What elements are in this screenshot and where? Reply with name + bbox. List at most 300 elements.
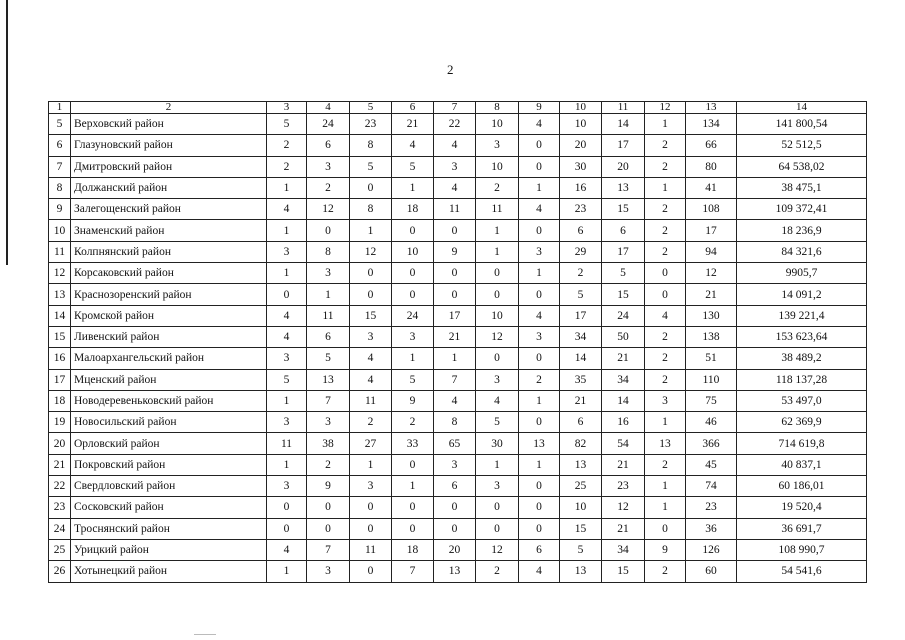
value-cell: 0 xyxy=(267,497,307,518)
value-cell: 366 xyxy=(686,433,737,454)
row-number-cell: 16 xyxy=(49,348,71,369)
value-cell: 0 xyxy=(307,518,350,539)
value-cell: 2 xyxy=(645,561,686,582)
district-name-cell: Ливенский район xyxy=(71,326,267,347)
value-cell: 1 xyxy=(392,177,434,198)
district-name-cell: Троснянский район xyxy=(71,518,267,539)
district-name-cell: Дмитровский район xyxy=(71,156,267,177)
value-cell: 110 xyxy=(686,369,737,390)
margin-line xyxy=(6,0,8,265)
value-cell: 24 xyxy=(392,305,434,326)
value-cell: 84 321,6 xyxy=(737,241,867,262)
value-cell: 8 xyxy=(350,135,392,156)
table-row xyxy=(49,348,867,369)
value-cell: 23 xyxy=(560,199,602,220)
column-header-8: 8 xyxy=(476,102,519,114)
value-cell: 21 xyxy=(560,390,602,411)
value-cell: 2 xyxy=(645,348,686,369)
value-cell: 1 xyxy=(267,454,307,475)
table-row xyxy=(49,412,867,433)
value-cell: 0 xyxy=(350,497,392,518)
table-row xyxy=(49,518,867,539)
value-cell: 3 xyxy=(519,241,560,262)
value-cell: 3 xyxy=(476,369,519,390)
value-cell: 27 xyxy=(350,433,392,454)
value-cell: 4 xyxy=(350,369,392,390)
value-cell: 2 xyxy=(645,454,686,475)
district-name-cell: Свердловский район xyxy=(71,476,267,497)
value-cell: 2 xyxy=(307,177,350,198)
value-cell: 8 xyxy=(434,412,476,433)
value-cell: 4 xyxy=(267,539,307,560)
district-name-cell: Кромской район xyxy=(71,305,267,326)
value-cell: 3 xyxy=(307,412,350,433)
value-cell: 139 221,4 xyxy=(737,305,867,326)
row-number-cell: 24 xyxy=(49,518,71,539)
value-cell: 4 xyxy=(350,348,392,369)
district-name-cell: Колпнянский район xyxy=(71,241,267,262)
table-row xyxy=(49,135,867,156)
column-header-13: 13 xyxy=(686,102,737,114)
column-header-12: 12 xyxy=(645,102,686,114)
table-row xyxy=(49,199,867,220)
value-cell: 38 489,2 xyxy=(737,348,867,369)
value-cell: 11 xyxy=(267,433,307,454)
value-cell: 4 xyxy=(434,135,476,156)
value-cell: 7 xyxy=(392,561,434,582)
value-cell: 15 xyxy=(560,518,602,539)
value-cell: 7 xyxy=(434,369,476,390)
value-cell: 0 xyxy=(392,263,434,284)
district-name-cell: Мценский район xyxy=(71,369,267,390)
value-cell: 34 xyxy=(560,326,602,347)
value-cell: 33 xyxy=(392,433,434,454)
value-cell: 34 xyxy=(602,369,645,390)
value-cell: 2 xyxy=(645,241,686,262)
value-cell: 1 xyxy=(392,348,434,369)
district-name-cell: Новосильский район xyxy=(71,412,267,433)
district-name-cell: Знаменский район xyxy=(71,220,267,241)
value-cell: 13 xyxy=(602,177,645,198)
value-cell: 8 xyxy=(350,199,392,220)
value-cell: 1 xyxy=(267,561,307,582)
district-name-cell: Хотынецкий район xyxy=(71,561,267,582)
value-cell: 62 369,9 xyxy=(737,412,867,433)
value-cell: 2 xyxy=(476,561,519,582)
row-number-cell: 15 xyxy=(49,326,71,347)
value-cell: 0 xyxy=(350,561,392,582)
value-cell: 0 xyxy=(645,518,686,539)
value-cell: 3 xyxy=(350,476,392,497)
value-cell: 12 xyxy=(307,199,350,220)
column-header-row xyxy=(49,102,867,114)
value-cell: 17 xyxy=(602,135,645,156)
value-cell: 20 xyxy=(434,539,476,560)
value-cell: 0 xyxy=(519,284,560,305)
table-row xyxy=(49,539,867,560)
row-number-cell: 12 xyxy=(49,263,71,284)
value-cell: 5 xyxy=(267,114,307,135)
value-cell: 50 xyxy=(602,326,645,347)
value-cell: 0 xyxy=(392,518,434,539)
value-cell: 24 xyxy=(602,305,645,326)
value-cell: 10 xyxy=(560,114,602,135)
value-cell: 11 xyxy=(350,390,392,411)
page-number: 2 xyxy=(447,62,454,77)
value-cell: 82 xyxy=(560,433,602,454)
value-cell: 2 xyxy=(645,326,686,347)
value-cell: 0 xyxy=(350,518,392,539)
value-cell: 45 xyxy=(686,454,737,475)
row-number-cell: 5 xyxy=(49,114,71,135)
value-cell: 0 xyxy=(350,263,392,284)
value-cell: 108 xyxy=(686,199,737,220)
value-cell: 4 xyxy=(267,199,307,220)
value-cell: 18 236,9 xyxy=(737,220,867,241)
table-row xyxy=(49,114,867,135)
value-cell: 15 xyxy=(602,199,645,220)
value-cell: 18 xyxy=(392,539,434,560)
value-cell: 1 xyxy=(350,220,392,241)
district-table xyxy=(48,101,867,583)
value-cell: 0 xyxy=(307,497,350,518)
value-cell: 21 xyxy=(686,284,737,305)
value-cell: 5 xyxy=(307,348,350,369)
value-cell: 11 xyxy=(350,539,392,560)
value-cell: 46 xyxy=(686,412,737,433)
table-row xyxy=(49,454,867,475)
district-name-cell: Залегощенский район xyxy=(71,199,267,220)
value-cell: 18 xyxy=(392,199,434,220)
value-cell: 1 xyxy=(519,390,560,411)
value-cell: 12 xyxy=(602,497,645,518)
value-cell: 2 xyxy=(392,412,434,433)
table-row xyxy=(49,220,867,241)
value-cell: 21 xyxy=(602,454,645,475)
value-cell: 3 xyxy=(476,135,519,156)
value-cell: 130 xyxy=(686,305,737,326)
value-cell: 6 xyxy=(560,220,602,241)
value-cell: 4 xyxy=(645,305,686,326)
value-cell: 153 623,64 xyxy=(737,326,867,347)
value-cell: 2 xyxy=(350,412,392,433)
value-cell: 1 xyxy=(350,454,392,475)
value-cell: 14 xyxy=(602,390,645,411)
table-row xyxy=(49,326,867,347)
value-cell: 74 xyxy=(686,476,737,497)
district-name-cell: Верховский район xyxy=(71,114,267,135)
value-cell: 1 xyxy=(519,177,560,198)
value-cell: 54 xyxy=(602,433,645,454)
value-cell: 10 xyxy=(476,305,519,326)
value-cell: 4 xyxy=(519,199,560,220)
table-row xyxy=(49,284,867,305)
value-cell: 0 xyxy=(434,284,476,305)
value-cell: 0 xyxy=(519,412,560,433)
value-cell: 13 xyxy=(307,369,350,390)
value-cell: 0 xyxy=(519,518,560,539)
row-number-cell: 13 xyxy=(49,284,71,305)
row-number-cell: 10 xyxy=(49,220,71,241)
value-cell: 51 xyxy=(686,348,737,369)
value-cell: 1 xyxy=(267,177,307,198)
value-cell: 3 xyxy=(267,476,307,497)
district-name-cell: Корсаковский район xyxy=(71,263,267,284)
district-name-cell: Малоархангельский район xyxy=(71,348,267,369)
value-cell: 9 xyxy=(434,241,476,262)
value-cell: 1 xyxy=(645,177,686,198)
value-cell: 3 xyxy=(307,156,350,177)
value-cell: 0 xyxy=(519,220,560,241)
value-cell: 5 xyxy=(392,156,434,177)
value-cell: 6 xyxy=(434,476,476,497)
value-cell: 714 619,8 xyxy=(737,433,867,454)
value-cell: 16 xyxy=(560,177,602,198)
value-cell: 0 xyxy=(519,135,560,156)
value-cell: 0 xyxy=(476,518,519,539)
value-cell: 1 xyxy=(476,241,519,262)
value-cell: 0 xyxy=(476,348,519,369)
column-header-10: 10 xyxy=(560,102,602,114)
value-cell: 5 xyxy=(560,539,602,560)
value-cell: 4 xyxy=(519,114,560,135)
value-cell: 1 xyxy=(519,454,560,475)
value-cell: 94 xyxy=(686,241,737,262)
value-cell: 6 xyxy=(307,326,350,347)
value-cell: 13 xyxy=(645,433,686,454)
value-cell: 4 xyxy=(267,326,307,347)
value-cell: 5 xyxy=(392,369,434,390)
value-cell: 75 xyxy=(686,390,737,411)
value-cell: 1 xyxy=(267,263,307,284)
value-cell: 1 xyxy=(434,348,476,369)
value-cell: 21 xyxy=(602,348,645,369)
value-cell: 118 137,28 xyxy=(737,369,867,390)
row-number-cell: 19 xyxy=(49,412,71,433)
value-cell: 16 xyxy=(602,412,645,433)
value-cell: 0 xyxy=(645,284,686,305)
value-cell: 13 xyxy=(519,433,560,454)
value-cell: 53 497,0 xyxy=(737,390,867,411)
value-cell: 52 512,5 xyxy=(737,135,867,156)
value-cell: 24 xyxy=(307,114,350,135)
value-cell: 10 xyxy=(476,114,519,135)
value-cell: 0 xyxy=(519,156,560,177)
value-cell: 23 xyxy=(350,114,392,135)
value-cell: 30 xyxy=(476,433,519,454)
value-cell: 6 xyxy=(519,539,560,560)
district-name-cell: Глазуновский район xyxy=(71,135,267,156)
value-cell: 12 xyxy=(476,539,519,560)
table-row xyxy=(49,390,867,411)
table-row xyxy=(49,156,867,177)
value-cell: 0 xyxy=(350,177,392,198)
value-cell: 4 xyxy=(519,561,560,582)
value-cell: 19 520,4 xyxy=(737,497,867,518)
value-cell: 12 xyxy=(476,326,519,347)
column-header-7: 7 xyxy=(434,102,476,114)
value-cell: 109 372,41 xyxy=(737,199,867,220)
value-cell: 0 xyxy=(476,497,519,518)
value-cell: 3 xyxy=(307,561,350,582)
district-name-cell: Новодеревеньковский район xyxy=(71,390,267,411)
value-cell: 5 xyxy=(602,263,645,284)
value-cell: 2 xyxy=(645,135,686,156)
row-number-cell: 11 xyxy=(49,241,71,262)
table-row xyxy=(49,476,867,497)
value-cell: 3 xyxy=(434,454,476,475)
value-cell: 0 xyxy=(645,263,686,284)
value-cell: 30 xyxy=(560,156,602,177)
value-cell: 0 xyxy=(434,263,476,284)
value-cell: 36 691,7 xyxy=(737,518,867,539)
value-cell: 8 xyxy=(307,241,350,262)
value-cell: 0 xyxy=(392,284,434,305)
value-cell: 0 xyxy=(267,518,307,539)
table-row xyxy=(49,241,867,262)
value-cell: 29 xyxy=(560,241,602,262)
table-row xyxy=(49,561,867,582)
value-cell: 3 xyxy=(392,326,434,347)
row-number-cell: 22 xyxy=(49,476,71,497)
value-cell: 3 xyxy=(645,390,686,411)
value-cell: 0 xyxy=(267,284,307,305)
value-cell: 20 xyxy=(560,135,602,156)
value-cell: 64 538,02 xyxy=(737,156,867,177)
column-header-6: 6 xyxy=(392,102,434,114)
value-cell: 25 xyxy=(560,476,602,497)
value-cell: 80 xyxy=(686,156,737,177)
value-cell: 6 xyxy=(560,412,602,433)
value-cell: 0 xyxy=(392,220,434,241)
value-cell: 126 xyxy=(686,539,737,560)
value-cell: 17 xyxy=(602,241,645,262)
district-name-cell: Покровский район xyxy=(71,454,267,475)
value-cell: 141 800,54 xyxy=(737,114,867,135)
value-cell: 0 xyxy=(392,454,434,475)
value-cell: 12 xyxy=(350,241,392,262)
value-cell: 4 xyxy=(267,305,307,326)
value-cell: 1 xyxy=(307,284,350,305)
value-cell: 21 xyxy=(392,114,434,135)
value-cell: 35 xyxy=(560,369,602,390)
table-row xyxy=(49,433,867,454)
value-cell: 1 xyxy=(267,390,307,411)
value-cell: 1 xyxy=(645,412,686,433)
value-cell: 21 xyxy=(434,326,476,347)
value-cell: 36 xyxy=(686,518,737,539)
table-row xyxy=(49,305,867,326)
value-cell: 9905,7 xyxy=(737,263,867,284)
column-header-2: 2 xyxy=(71,102,267,114)
value-cell: 65 xyxy=(434,433,476,454)
value-cell: 2 xyxy=(476,177,519,198)
value-cell: 14 xyxy=(560,348,602,369)
value-cell: 0 xyxy=(434,518,476,539)
value-cell: 2 xyxy=(645,156,686,177)
value-cell: 0 xyxy=(476,263,519,284)
value-cell: 38 xyxy=(307,433,350,454)
row-number-cell: 6 xyxy=(49,135,71,156)
value-cell: 3 xyxy=(434,156,476,177)
value-cell: 40 837,1 xyxy=(737,454,867,475)
table-row xyxy=(49,263,867,284)
value-cell: 5 xyxy=(476,412,519,433)
value-cell: 15 xyxy=(350,305,392,326)
value-cell: 22 xyxy=(434,114,476,135)
district-name-cell: Урицкий район xyxy=(71,539,267,560)
value-cell: 0 xyxy=(350,284,392,305)
value-cell: 4 xyxy=(519,305,560,326)
value-cell: 17 xyxy=(686,220,737,241)
value-cell: 15 xyxy=(602,284,645,305)
value-cell: 17 xyxy=(560,305,602,326)
value-cell: 1 xyxy=(519,263,560,284)
row-number-cell: 18 xyxy=(49,390,71,411)
value-cell: 9 xyxy=(392,390,434,411)
value-cell: 0 xyxy=(519,476,560,497)
value-cell: 0 xyxy=(434,220,476,241)
column-header-3: 3 xyxy=(267,102,307,114)
value-cell: 10 xyxy=(392,241,434,262)
value-cell: 12 xyxy=(686,263,737,284)
value-cell: 4 xyxy=(434,390,476,411)
table-row xyxy=(49,177,867,198)
value-cell: 108 990,7 xyxy=(737,539,867,560)
row-number-cell: 26 xyxy=(49,561,71,582)
value-cell: 5 xyxy=(267,369,307,390)
value-cell: 34 xyxy=(602,539,645,560)
value-cell: 13 xyxy=(434,561,476,582)
value-cell: 10 xyxy=(476,156,519,177)
row-number-cell: 25 xyxy=(49,539,71,560)
value-cell: 134 xyxy=(686,114,737,135)
value-cell: 5 xyxy=(560,284,602,305)
value-cell: 11 xyxy=(307,305,350,326)
value-cell: 0 xyxy=(434,497,476,518)
value-cell: 60 xyxy=(686,561,737,582)
column-header-11: 11 xyxy=(602,102,645,114)
column-header-14: 14 xyxy=(737,102,867,114)
value-cell: 10 xyxy=(560,497,602,518)
value-cell: 2 xyxy=(267,156,307,177)
table-row xyxy=(49,369,867,390)
value-cell: 66 xyxy=(686,135,737,156)
column-header-5: 5 xyxy=(350,102,392,114)
value-cell: 14 091,2 xyxy=(737,284,867,305)
value-cell: 1 xyxy=(645,476,686,497)
column-header-1: 1 xyxy=(49,102,71,114)
value-cell: 2 xyxy=(267,135,307,156)
value-cell: 1 xyxy=(267,220,307,241)
district-name-cell: Должанский район xyxy=(71,177,267,198)
value-cell: 41 xyxy=(686,177,737,198)
value-cell: 3 xyxy=(267,241,307,262)
value-cell: 2 xyxy=(560,263,602,284)
value-cell: 15 xyxy=(602,561,645,582)
value-cell: 2 xyxy=(645,199,686,220)
value-cell: 2 xyxy=(645,369,686,390)
value-cell: 0 xyxy=(392,497,434,518)
value-cell: 0 xyxy=(519,497,560,518)
value-cell: 0 xyxy=(519,348,560,369)
value-cell: 23 xyxy=(602,476,645,497)
row-number-cell: 9 xyxy=(49,199,71,220)
row-number-cell: 21 xyxy=(49,454,71,475)
table-body xyxy=(49,114,867,583)
value-cell: 3 xyxy=(267,348,307,369)
value-cell: 38 475,1 xyxy=(737,177,867,198)
